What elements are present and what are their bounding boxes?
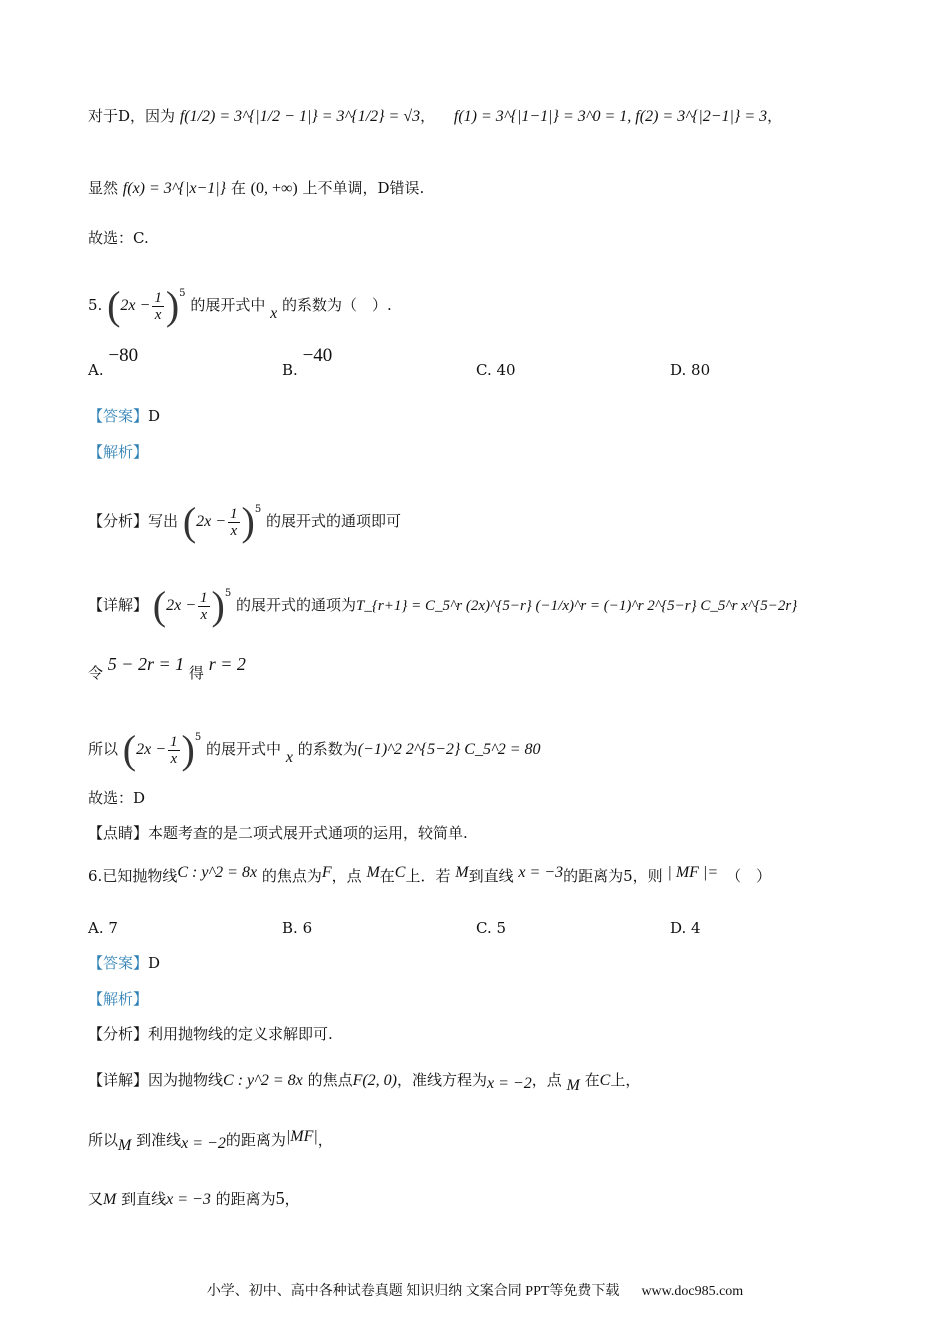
option-value: 4 xyxy=(691,919,701,937)
detail-tag: 【详解】 xyxy=(88,596,149,614)
text: 所以 xyxy=(88,1131,119,1149)
text: 的焦点为 xyxy=(261,867,322,885)
option-b xyxy=(282,918,312,938)
fraction: $\frac{1}{x}$ xyxy=(154,289,162,323)
text: ，点 xyxy=(331,867,362,885)
math-variable: C xyxy=(394,864,406,881)
text: 的展开式的通项即可 xyxy=(266,512,402,530)
answer-tag: 【答案】 xyxy=(88,954,149,972)
answer-tag: 【答案】 xyxy=(88,407,149,425)
suoyi-line xyxy=(88,1128,333,1154)
math-expression: x = −3 xyxy=(166,1191,211,1208)
math-variable: M xyxy=(103,1191,117,1208)
math-value: 5 xyxy=(275,1188,285,1208)
text: 到直线 xyxy=(468,867,514,885)
text: 到准线 xyxy=(136,1131,182,1149)
footer-text: 小学、初中、高中各种试卷真题 知识归纳 文案合同 PPT等免费下载 xyxy=(206,1284,620,1299)
fenxi-line xyxy=(88,1024,333,1044)
dianjing-line xyxy=(88,823,468,843)
footer-link[interactable]: www.doc985.com xyxy=(641,1284,744,1299)
option-letter: C. xyxy=(476,361,492,379)
guxuan-line: 故选：D xyxy=(88,789,146,807)
math-expression: x = −3 xyxy=(518,864,564,881)
option-letter: B. xyxy=(282,919,298,937)
option-d xyxy=(670,360,710,380)
question-6 xyxy=(88,866,771,887)
option-letter: A. xyxy=(88,361,104,379)
text: 因为抛物线 xyxy=(148,1071,224,1089)
math-expression: x = −2 xyxy=(181,1135,226,1152)
text: 令 xyxy=(88,664,104,682)
text: ， xyxy=(317,1131,333,1149)
text: ， xyxy=(767,107,783,125)
text: ，准线方程为 xyxy=(397,1071,488,1089)
fenxi-line: 【分析】写出 (2x − $\frac{1}{x}$ )$^5$ 的展开式的通项即可 xyxy=(88,499,402,544)
text: 显然 xyxy=(88,179,119,197)
text: 到直线 xyxy=(121,1190,167,1208)
fenxi-tag: 【分析】 xyxy=(88,1025,149,1043)
suoyi-line: 所以 (2x − $\frac{1}{x}$ )$^5$ 的展开式中 x 的系数为(−1)^2 2^{5−2} C_5^2 = 80 xyxy=(88,727,541,772)
line-d-option-evaluation xyxy=(88,106,782,127)
option-value: 80 xyxy=(691,361,711,379)
option-a xyxy=(88,345,139,380)
math-expression: C : y^2 = 8x xyxy=(177,864,258,881)
text: ， xyxy=(420,107,436,125)
answer-line xyxy=(88,953,160,973)
math-expression: T_{r+1} = C_5^r (2x)^{5−r} (−1/x)^r = (−1)^r 2^{5−r} C_5^r x^{5−2r} xyxy=(356,598,798,614)
option-value: 5 xyxy=(496,919,507,937)
text: 本题考查的是二项式展开式通项的运用，较简单. xyxy=(148,824,468,842)
text: 得 xyxy=(188,664,204,682)
option-value: 40 xyxy=(496,361,516,379)
option-letter: B. xyxy=(282,361,298,379)
page-footer xyxy=(0,1280,950,1300)
text: 的展开式中 xyxy=(206,740,282,758)
math-expression: r = 2 xyxy=(208,654,246,674)
text: 在 xyxy=(584,1071,600,1089)
option-value: 6 xyxy=(302,919,313,937)
text: 的距离为 xyxy=(225,1131,286,1149)
text: 上， xyxy=(610,1071,641,1089)
option-value: −80 xyxy=(108,345,139,366)
math-expression: F(2, 0) xyxy=(352,1072,398,1089)
math-expression: | MF |= xyxy=(667,864,719,881)
detail-line: 【详解】 (2x − $\frac{1}{x}$ )$^5$ 的展开式的通项为T_{r+1} = C_5^r (2x)^{5−r} (−1/x)^r = (−1)^r 2^{5−r} C_5^r x^{5−2r} xyxy=(88,583,798,628)
you-line xyxy=(88,1188,300,1210)
option-letter: A. xyxy=(88,919,104,937)
question-number: 5. xyxy=(88,296,103,314)
answer-value: D xyxy=(148,407,161,425)
dianjing-tag: 【点睛】 xyxy=(88,824,149,842)
math-variable: x xyxy=(270,305,278,322)
choice-line: 故选：C. xyxy=(88,229,149,247)
text: 又 xyxy=(88,1190,104,1208)
text: 的距离为 xyxy=(215,1190,276,1208)
option-b xyxy=(282,345,333,380)
math-expression: (0, +∞) xyxy=(250,180,298,197)
option-letter: D. xyxy=(670,919,687,937)
math-variable: F xyxy=(321,864,332,881)
text: 对于D，因为 xyxy=(88,107,176,125)
detail-tag: 【详解】 xyxy=(88,1071,149,1089)
text: 在 xyxy=(379,867,395,885)
option-c xyxy=(476,918,506,938)
math-variable: M xyxy=(455,864,469,881)
option-value: 7 xyxy=(108,919,118,937)
math-expression: C : y^2 = 8x xyxy=(223,1072,303,1089)
option-letter: C. xyxy=(476,919,492,937)
right-paren: ) xyxy=(165,283,180,328)
detail-line xyxy=(88,1070,641,1094)
option-a xyxy=(88,918,118,938)
math-expression: x = −2 xyxy=(487,1075,532,1092)
math-variable: C xyxy=(599,1072,611,1089)
left-paren: ( xyxy=(107,283,121,328)
text: （ ） xyxy=(726,867,772,885)
math-expression: |MF| xyxy=(285,1128,318,1145)
fenxi-tag: 【分析】 xyxy=(88,512,149,530)
text: 在 xyxy=(230,179,246,197)
math-variable: M xyxy=(118,1137,132,1154)
option-letter: D. xyxy=(670,361,687,379)
option-value: −40 xyxy=(302,345,333,366)
analysis-tag: 【解析】 xyxy=(88,443,149,461)
text: 所以 xyxy=(88,740,119,758)
math-expression: f(1/2) = 3^{|1/2 − 1|} = 3^{1/2} = √3 xyxy=(179,108,421,125)
text: 已知抛物线 xyxy=(102,867,178,885)
text: ， xyxy=(284,1190,300,1208)
ling-line xyxy=(88,654,246,682)
text: 的系数为 xyxy=(297,740,358,758)
text: 的距离为5，则 xyxy=(563,867,663,885)
text: 的展开式的通项为 xyxy=(236,596,357,614)
text: 的焦点 xyxy=(307,1071,353,1089)
answer-line xyxy=(88,406,160,426)
math-variable: M xyxy=(366,864,380,881)
text: 写出 xyxy=(148,512,179,530)
math-expression: f(1) = 3^{|1−1|} = 3^0 = 1, f(2) = 3^{|2−1|} = 3 xyxy=(453,108,768,125)
text: 上．若 xyxy=(405,867,451,885)
text: 利用抛物线的定义求解即可. xyxy=(148,1025,333,1043)
text: 的系数为（ ）. xyxy=(282,296,392,314)
math-expression: (−1)^2 2^{5−2} C_5^2 = 80 xyxy=(357,741,541,758)
answer-value: D xyxy=(148,954,161,972)
math-variable: x xyxy=(285,749,293,766)
analysis-tag: 【解析】 xyxy=(88,990,149,1008)
text: ，点 xyxy=(531,1071,562,1089)
math-expression: f(x) = 3^{|x−1|} xyxy=(122,180,227,197)
question-5: 5. (2x − $\frac{1}{x}$ )$^5$ 的展开式中 x 的系数为（ ）. xyxy=(88,283,392,328)
math-variable: M xyxy=(566,1077,580,1094)
line-monotonic-conclusion xyxy=(88,178,424,199)
text: 上不单调，D错误. xyxy=(302,179,425,197)
math-expression: 5 − 2r = 1 xyxy=(107,654,185,674)
question-number: 6. xyxy=(88,867,103,885)
option-d xyxy=(670,918,701,938)
option-c xyxy=(476,360,516,380)
text: 的展开式中 xyxy=(190,296,266,314)
